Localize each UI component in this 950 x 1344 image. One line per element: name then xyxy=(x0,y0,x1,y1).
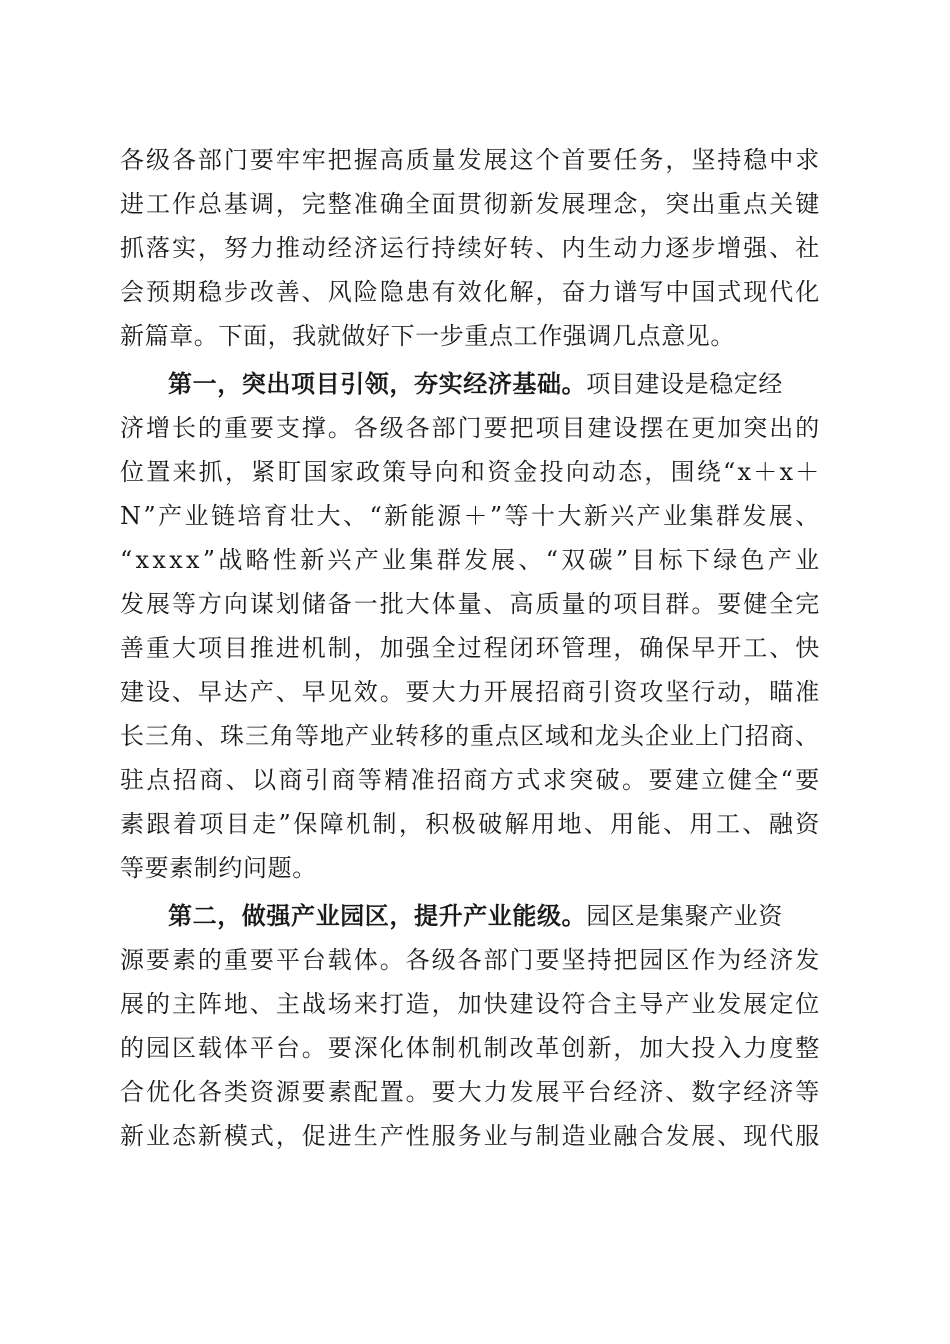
section-heading: 第一，突出项目引领，夯实经济基础。 xyxy=(168,369,587,398)
text-line: 新 业 态 新 模 式 ， 促 进 生 产 性 服 务 业 与 制 造 业 融 合 发 展 、 现 代 服 xyxy=(120,1122,820,1150)
text-line: 合 优 化 各 类 资 源 要 素 配 置 。 要 大 力 发 展 平 台 经 济 、 数 字 经 济 等 xyxy=(120,1078,820,1106)
text-line: 新篇章。下面，我就做好下一步重点工作强调几点意见。 xyxy=(120,322,735,350)
text-line: 素 跟 着 项 目 走 ” 保 障 机 制 ， 积 极 破 解 用 地 、 用 能 、 用 工 、 融 资 xyxy=(120,810,820,838)
text-span: 项目建设是稳定经 xyxy=(586,370,784,398)
text-line: 建 设 、 早 达 产 、 早 见 效 。 要 大 力 开 展 招 商 引 资 攻 坚 行 动 ， 瞄 准 xyxy=(120,678,820,706)
text-line: 各 级 各 部 门 要 牢 牢 把 握 高 质 量 发 展 这 个 首 要 任 务 ， 坚 持 稳 中 求 xyxy=(120,146,820,174)
text-line: 的 园 区 载 体 平 台 。 要 深 化 体 制 机 制 改 革 创 新 ， 加 大 投 入 力 度 整 xyxy=(120,1034,820,1062)
paragraph-first-line xyxy=(168,364,783,404)
section-heading: 第二，做强产业园区，提升产业能级。 xyxy=(168,901,587,930)
text-line: 进 工 作 总 基 调 ， 完 整 准 确 全 面 贯 彻 新 发 展 理 念 ， 突 出 重 点 关 键 xyxy=(120,190,820,218)
text-line: 会 预 期 稳 步 改 善 、 风 险 隐 患 有 效 化 解 ， 奋 力 谱 写 中 国 式 现 代 化 xyxy=(120,278,820,306)
text-span: 园区是集聚产业资 xyxy=(586,902,784,930)
text-line: “ x x x x ” 战 略 性 新 兴 产 业 集 群 发 展 、 “ 双 碳 ” 目 标 下 绿 色 产 业 xyxy=(120,546,820,574)
text-line: 位 置 来 抓 ， 紧 盯 国 家 政 策 导 向 和 资 金 投 向 动 态 ， 围 绕 “ x ＋ x ＋ xyxy=(120,458,820,486)
text-line: 济 增 长 的 重 要 支 撑 。 各 级 各 部 门 要 把 项 目 建 设 摆 在 更 加 突 出 的 xyxy=(120,414,820,442)
text-line: 善 重 大 项 目 推 进 机 制 ， 加 强 全 过 程 闭 环 管 理 ， 确 保 早 开 工 、 快 xyxy=(120,634,820,662)
text-line: 等要素制约问题。 xyxy=(120,854,317,882)
paragraph-first-line xyxy=(168,896,783,936)
text-line: 展 的 主 阵 地 、 主 战 场 来 打 造 ， 加 快 建 设 符 合 主 导 产 业 发 展 定 位 xyxy=(120,990,820,1018)
text-line: N ” 产 业 链 培 育 壮 大 、 “ 新 能 源 ＋ ” 等 十 大 新 兴 产 业 集 群 发 展 、 xyxy=(120,502,820,530)
text-line: 源 要 素 的 重 要 平 台 载 体 。 各 级 各 部 门 要 坚 持 把 园 区 作 为 经 济 发 xyxy=(120,946,820,974)
text-line: 抓 落 实 ， 努 力 推 动 经 济 运 行 持 续 好 转 、 内 生 动 力 逐 步 增 强 、 社 xyxy=(120,234,820,262)
text-line: 驻 点 招 商 、 以 商 引 商 等 精 准 招 商 方 式 求 突 破 。 要 建 立 健 全 “ 要 xyxy=(120,766,820,794)
text-line: 长 三 角 、 珠 三 角 等 地 产 业 转 移 的 重 点 区 域 和 龙 头 企 业 上 门 招 商 、 xyxy=(120,722,820,750)
text-line: 发 展 等 方 向 谋 划 储 备 一 批 大 体 量 、 高 质 量 的 项 目 群 。 要 健 全 完 xyxy=(120,590,820,618)
